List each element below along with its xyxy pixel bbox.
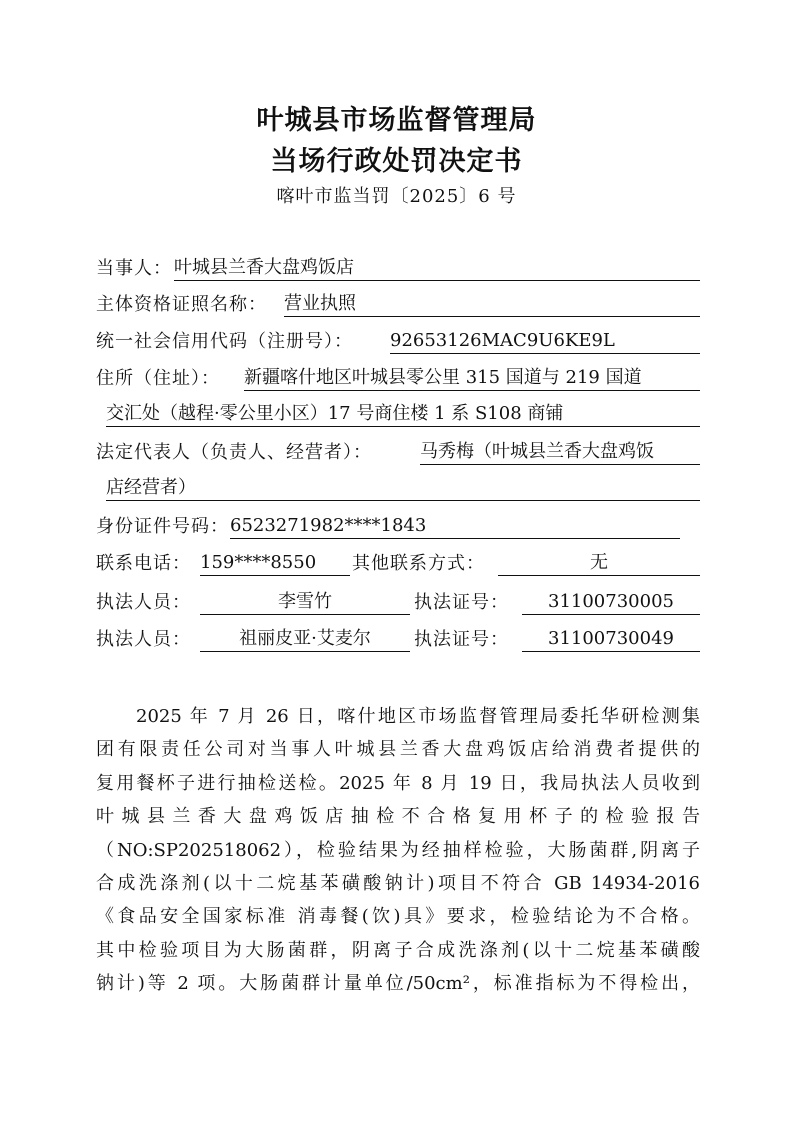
body-line: 复用餐杯子进行抽检送检。2025 年 8 月 19 日，我局执法人员收到 <box>96 772 700 794</box>
legal-rep-label: 法定代表人（负责人、经营者）： <box>96 442 372 463</box>
other-contact-value: 无 <box>498 551 700 576</box>
credit-code-label: 统一社会信用代码（注册号）： <box>96 331 353 352</box>
body-line: 其中检验项目为大肠菌群，阴离子合成洗涤剂(以十二烷基苯磺酸 <box>96 939 700 961</box>
officer-2-cert-label: 执法证号： <box>414 629 509 650</box>
address-value-line2: 交汇处（越程·零公里小区）17 号商住楼 1 系 S108 商铺 <box>106 402 700 427</box>
address-row <box>96 366 700 392</box>
body-line: 钠计)等 2 项。大肠菌群计量单位/50cm²，标准指标为不得检出， <box>96 973 700 995</box>
agency-title: 叶城县市场监督管理局 <box>256 105 537 136</box>
id-number-label: 身份证件号码： <box>96 516 229 537</box>
phone-label: 联系电话： <box>96 553 191 574</box>
address-label: 住所（住址）： <box>96 368 220 389</box>
party-name-row <box>96 256 700 282</box>
legal-rep-value-line1: 马秀梅（叶城县兰香大盘鸡饭 <box>420 440 700 465</box>
body-line: 2025 年 7 月 26 日，喀什地区市场监督管理局委托华研检测集 <box>136 706 700 727</box>
party-name-label: 当事人： <box>96 258 172 279</box>
officer-row-2 <box>96 627 700 653</box>
contact-row <box>96 551 700 577</box>
body-line: 团有限责任公司对当事人叶城县兰香大盘鸡饭店给消费者提供的 <box>96 739 700 761</box>
legal-rep-row <box>96 440 700 466</box>
legal-rep-value-line2: 店经营者） <box>106 476 700 501</box>
id-number-value: 6523271982****1843 <box>230 514 680 539</box>
officer-1-label: 执法人员： <box>96 592 191 613</box>
officer-1-name: 李雪竹 <box>200 590 410 615</box>
body-line: （NO:SP202518062），检验结果为经抽样检验，大肠菌群,阴离子 <box>96 839 700 861</box>
document-number: 喀叶市监当罚〔2025〕6 号 <box>276 186 517 207</box>
id-number-row <box>96 514 700 540</box>
address-row-2 <box>96 402 700 428</box>
body-paragraph <box>96 700 700 1001</box>
document-title: 当场行政处罚决定书 <box>270 146 523 177</box>
officer-2-name: 祖丽皮亚·艾麦尔 <box>200 627 410 652</box>
body-line: 叶城县兰香大盘鸡饭店抽检不合格复用杯子的检验报告 <box>96 806 700 828</box>
credit-code-row <box>96 329 700 355</box>
legal-rep-row-2 <box>96 476 700 502</box>
officer-1-cert-number: 31100730005 <box>522 590 700 615</box>
address-value-line1: 新疆喀什地区叶城县零公里 315 国道与 219 国道 <box>244 366 700 391</box>
other-contact-label: 其他联系方式： <box>352 553 485 574</box>
license-value: 营业执照 <box>284 292 700 317</box>
license-label: 主体资格证照名称： <box>96 294 267 315</box>
license-row <box>96 292 700 318</box>
officer-1-cert-label: 执法证号： <box>414 592 509 613</box>
credit-code-value: 92653126MAC9U6KE9L <box>390 329 700 354</box>
officer-2-cert-number: 31100730049 <box>522 627 700 652</box>
party-name-value: 叶城县兰香大盘鸡饭店 <box>174 256 700 281</box>
body-line: 合成洗涤剂(以十二烷基苯磺酸钠计)项目不符合 GB 14934-2016 <box>96 872 700 894</box>
officer-row-1 <box>96 590 700 616</box>
officer-2-label: 执法人员： <box>96 629 191 650</box>
body-line: 《食品安全国家标准 消毒餐(饮)具》要求，检验结论为不合格。 <box>96 906 700 928</box>
phone-value: 159****8550 <box>200 551 350 576</box>
